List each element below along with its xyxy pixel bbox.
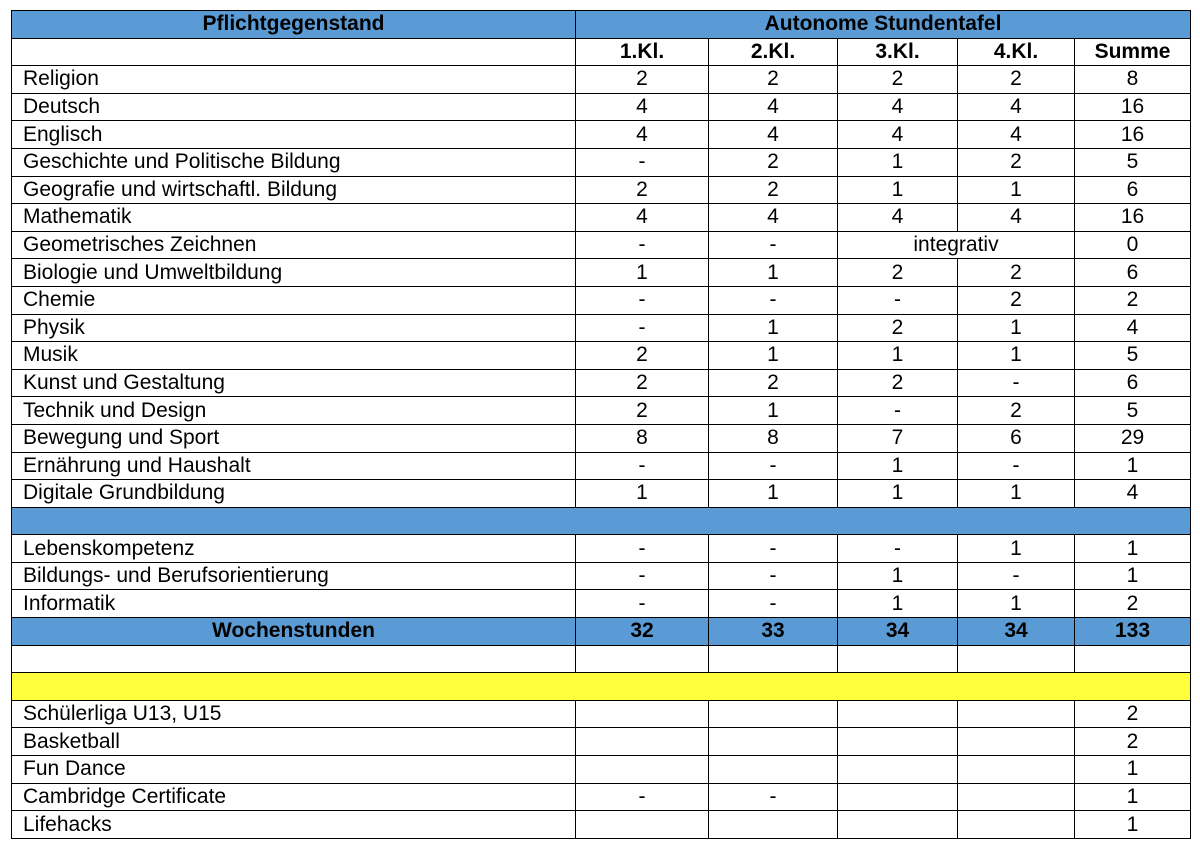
yellow-separator-cell [12,673,1191,701]
cell-k3: - [838,397,958,425]
cell-k2 [709,728,838,756]
cell-sum: 29 [1075,424,1191,452]
cell-k4: 1 [958,590,1075,618]
cell-k4 [958,700,1075,728]
cell-k4 [958,756,1075,784]
cell-k4: 2 [958,259,1075,287]
cell-sum: 5 [1075,397,1191,425]
cell-k2: - [709,452,838,480]
cell-k2: - [709,783,838,811]
subject-name: Englisch [12,121,576,149]
cell-k2: 2 [709,148,838,176]
cell-k2: 1 [709,480,838,508]
cell-k4: 1 [958,342,1075,370]
table-row [12,424,1191,452]
cell-sum: 1 [1075,535,1191,563]
cell-k2: 1 [709,259,838,287]
cell-k4: 2 [958,286,1075,314]
table-row [12,231,1191,259]
cell-k1: 1 [576,480,709,508]
cell-k3: 2 [838,369,958,397]
cell-k1: - [576,452,709,480]
cell-k1: - [576,314,709,342]
empty-cell [1075,645,1191,673]
cell-k4: 1 [958,480,1075,508]
table-row [12,342,1191,370]
cell-k2: - [709,562,838,590]
cell-k4: 1 [958,535,1075,563]
cell-k4 [958,811,1075,839]
cell-k3 [838,756,958,784]
totals-row [12,618,1191,646]
table-row [12,783,1191,811]
class-header-4: 4.Kl. [958,38,1075,66]
cell-sum: 1 [1075,783,1191,811]
empty-row [12,645,1191,673]
blue-separator-row [12,507,1191,535]
table-row [12,535,1191,563]
cell-k4: 6 [958,424,1075,452]
elective-name: Cambridge Certificate [12,783,576,811]
empty-header-cell [12,38,576,66]
elective-name: Basketball [12,728,576,756]
subject-name: Technik und Design [12,397,576,425]
cell-sum: 1 [1075,756,1191,784]
table-row [12,397,1191,425]
elective-name: Fun Dance [12,756,576,784]
cell-k2: 1 [709,342,838,370]
table-row [12,756,1191,784]
table-row [12,286,1191,314]
cell-sum: 4 [1075,480,1191,508]
cell-k3: 1 [838,590,958,618]
cell-k1: 8 [576,424,709,452]
cell-k1: 4 [576,93,709,121]
empty-cell [838,645,958,673]
cell-sum: 8 [1075,66,1191,94]
cell-k3-k4-merged: integrativ [838,231,1075,259]
cell-k1 [576,728,709,756]
subject-name: Bildungs- und Berufsorientierung [12,562,576,590]
cell-k4: - [958,452,1075,480]
cell-k4: 2 [958,66,1075,94]
subject-name: Deutsch [12,93,576,121]
cell-k1: 2 [576,66,709,94]
cell-sum: 6 [1075,369,1191,397]
cell-k3: 2 [838,259,958,287]
cell-k4 [958,728,1075,756]
cell-sum: 2 [1075,590,1191,618]
total-sum: 133 [1075,618,1191,646]
subject-name: Digitale Grundbildung [12,480,576,508]
cell-k4 [958,783,1075,811]
cell-k1: - [576,231,709,259]
cell-k1: - [576,535,709,563]
table-row [12,562,1191,590]
cell-sum: 4 [1075,314,1191,342]
cell-sum: 6 [1075,259,1191,287]
table-row [12,121,1191,149]
sum-header: Summe [1075,38,1191,66]
cell-sum: 16 [1075,93,1191,121]
cell-k3: 1 [838,562,958,590]
cell-sum: 1 [1075,562,1191,590]
empty-cell [709,645,838,673]
cell-k4: 4 [958,121,1075,149]
subject-name: Geschichte und Politische Bildung [12,148,576,176]
cell-k2 [709,811,838,839]
cell-k2: - [709,286,838,314]
cell-k3: 1 [838,176,958,204]
cell-k2: 1 [709,314,838,342]
class-header-2: 2.Kl. [709,38,838,66]
table-row [12,700,1191,728]
cell-k3: - [838,286,958,314]
cell-k1 [576,811,709,839]
table-row [12,66,1191,94]
cell-k1: 4 [576,204,709,232]
class-header-1: 1.Kl. [576,38,709,66]
cell-k1: - [576,783,709,811]
cell-k3: 1 [838,342,958,370]
table-row [12,590,1191,618]
table-row [12,148,1191,176]
subject-name: Mathematik [12,204,576,232]
table-row [12,369,1191,397]
totals-label: Wochenstunden [12,618,576,646]
cell-k1: 1 [576,259,709,287]
subject-name: Religion [12,66,576,94]
cell-k1 [576,756,709,784]
cell-k3 [838,811,958,839]
table-row [12,452,1191,480]
cell-k2: - [709,535,838,563]
subject-name: Bewegung und Sport [12,424,576,452]
cell-sum: 5 [1075,342,1191,370]
empty-cell [576,645,709,673]
cell-k3: 4 [838,93,958,121]
cell-k2: 4 [709,121,838,149]
cell-k3: 1 [838,452,958,480]
subject-name: Chemie [12,286,576,314]
subject-name: Physik [12,314,576,342]
cell-k4: 4 [958,204,1075,232]
cell-k3: 7 [838,424,958,452]
timetable-group-header: Autonome Stundentafel [576,11,1191,39]
cell-k3: 4 [838,121,958,149]
empty-cell [958,645,1075,673]
cell-k2: 4 [709,204,838,232]
cell-k3 [838,783,958,811]
subject-name: Informatik [12,590,576,618]
cell-k2 [709,756,838,784]
cell-k1: - [576,590,709,618]
cell-sum: 16 [1075,204,1191,232]
cell-k3: 4 [838,204,958,232]
cell-k3: 1 [838,148,958,176]
cell-sum: 5 [1075,148,1191,176]
table-row [12,728,1191,756]
cell-k3: 2 [838,66,958,94]
cell-k4: - [958,562,1075,590]
subject-name: Musik [12,342,576,370]
header-row [12,11,1191,39]
cell-k2: 8 [709,424,838,452]
timetable [11,10,1191,839]
cell-sum: 2 [1075,700,1191,728]
cell-k3 [838,728,958,756]
cell-k1: 2 [576,397,709,425]
cell-sum: 6 [1075,176,1191,204]
cell-k1: 2 [576,342,709,370]
cell-sum: 2 [1075,286,1191,314]
table-row [12,480,1191,508]
blue-separator-cell [12,507,1191,535]
cell-k1: 2 [576,176,709,204]
cell-sum: 1 [1075,811,1191,839]
cell-k1: 4 [576,121,709,149]
cell-k1: - [576,286,709,314]
table-row [12,811,1191,839]
cell-k4: - [958,369,1075,397]
total-k4: 34 [958,618,1075,646]
class-header-row [12,38,1191,66]
subject-name: Geografie und wirtschaftl. Bildung [12,176,576,204]
cell-k2: 4 [709,93,838,121]
cell-k4: 2 [958,148,1075,176]
subject-name: Geometrisches Zeichnen [12,231,576,259]
cell-k3: - [838,535,958,563]
subject-name: Biologie und Umweltbildung [12,259,576,287]
cell-k3: 1 [838,480,958,508]
elective-name: Lifehacks [12,811,576,839]
table-row [12,204,1191,232]
total-k2: 33 [709,618,838,646]
subject-name: Kunst und Gestaltung [12,369,576,397]
table-row [12,176,1191,204]
cell-k4: 4 [958,93,1075,121]
cell-k4: 2 [958,397,1075,425]
cell-k2: 2 [709,176,838,204]
cell-sum: 16 [1075,121,1191,149]
cell-k2: - [709,231,838,259]
cell-k1: - [576,562,709,590]
cell-sum: 2 [1075,728,1191,756]
cell-k1: 2 [576,369,709,397]
cell-k4: 1 [958,314,1075,342]
cell-k2: - [709,590,838,618]
table-row [12,93,1191,121]
cell-k2: 2 [709,369,838,397]
cell-k2: 1 [709,397,838,425]
total-k1: 32 [576,618,709,646]
elective-name: Schülerliga U13, U15 [12,700,576,728]
empty-cell [12,645,576,673]
cell-sum: 0 [1075,231,1191,259]
yellow-separator-row [12,673,1191,701]
table-row [12,314,1191,342]
subject-name: Lebenskompetenz [12,535,576,563]
cell-sum: 1 [1075,452,1191,480]
class-header-3: 3.Kl. [838,38,958,66]
subject-name: Ernährung und Haushalt [12,452,576,480]
subject-column-header: Pflichtgegenstand [12,11,576,39]
cell-k3: 2 [838,314,958,342]
table-row [12,259,1191,287]
cell-k4: 1 [958,176,1075,204]
cell-k2 [709,700,838,728]
cell-k3 [838,700,958,728]
cell-k2: 2 [709,66,838,94]
cell-k1 [576,700,709,728]
total-k3: 34 [838,618,958,646]
cell-k1: - [576,148,709,176]
